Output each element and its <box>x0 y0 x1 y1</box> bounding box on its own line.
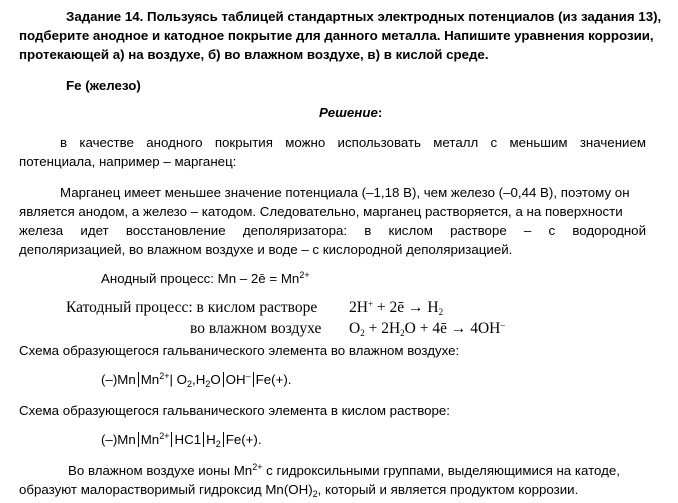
final-sub: 2 <box>312 489 318 499</box>
intro-line-2: потенциала, например – марганец: <box>19 154 237 169</box>
phase-boundary <box>203 432 204 447</box>
cathode-label: Катодный процесс: в кислом растворе <box>66 299 318 316</box>
anode-label: Анодный процесс: Mn – 2ē = Mn <box>101 271 300 286</box>
formula-part: OH <box>225 372 246 387</box>
formula-part: (–)Mn <box>101 372 136 387</box>
cathode-acid-equation <box>349 299 443 317</box>
eq-part: 2H <box>349 299 368 316</box>
eq-sub: 2 <box>438 307 444 317</box>
para-line-4: деполяризацией, во влажном воздухе и воде – с кислородной деполяризацией. <box>19 242 513 257</box>
cathode-humid-equation <box>349 320 505 338</box>
solution-heading <box>319 104 382 122</box>
phase-boundary <box>223 372 224 387</box>
phase-boundary <box>171 432 172 447</box>
formula-part: (–)Mn <box>101 432 136 447</box>
final-line-1 <box>68 462 620 480</box>
anode-charge: 2+ <box>299 270 310 280</box>
formula-sup: 2+ <box>159 371 170 381</box>
formula-part: Mn <box>140 432 160 447</box>
phase-boundary <box>138 372 139 387</box>
solution-label: Решение <box>319 105 378 120</box>
formula-part: H <box>206 432 216 447</box>
final-line-2 <box>19 481 578 499</box>
task-line-1: Задание 14. Пользуясь таблицей стандартных электродных потенциалов (из задания 13), <box>66 9 662 24</box>
eq-sub: 2 <box>400 328 405 338</box>
solution-colon: : <box>377 105 383 120</box>
scheme-acid-formula <box>101 431 262 449</box>
eq-part: + 2ē → H <box>373 299 439 316</box>
eq-sup: – <box>500 320 505 330</box>
eq-sup: + <box>367 299 374 309</box>
formula-part: Fe(+). <box>255 372 292 387</box>
scheme-acid-title: Схема образующегося гальванического элемента в кислом растворе: <box>19 403 450 418</box>
formula-part: ,H <box>192 372 206 387</box>
para-line-2: является анодом, а железо – катодом. Следовательно, марганец растворяется, а на поверхности <box>19 204 623 219</box>
final-part: образуют малорастворимый гидроксид Mn(OH) <box>19 482 313 497</box>
intro-line-1: в качестве анодного покрытия можно использовать металл с меньшим значением <box>60 135 646 150</box>
formula-sub: 2 <box>215 439 221 449</box>
cathode-humid-label: во влажном воздухе <box>190 320 322 337</box>
final-sup: 2+ <box>252 462 263 472</box>
formula-sup: 2+ <box>159 431 170 441</box>
formula-part: Fe(+). <box>225 432 262 447</box>
eq-part: O <box>349 320 361 337</box>
eq-part: O + 4ē → 4OH <box>404 320 501 337</box>
formula-sup: – <box>245 371 251 381</box>
para-line-1: Марганец имеет меньшее значение потенциала (–1,18 В), чем железо (–0,44 В), поэтому он <box>60 185 630 200</box>
eq-sub: 2 <box>360 328 365 338</box>
formula-sub: 2 <box>186 379 192 389</box>
formula-part: O <box>210 372 221 387</box>
task-line-3: протекающей а) на воздухе, б) во влажном воздухе, в) в кислой среде. <box>19 47 489 62</box>
formula-part: HC1 <box>174 432 202 447</box>
phase-boundary <box>138 432 139 447</box>
metal-name: Fe (железо) <box>66 78 141 93</box>
formula-part: Mn <box>140 372 160 387</box>
formula-sub: 2 <box>205 379 211 389</box>
final-part: Во влажном воздухе ионы Mn <box>68 463 253 478</box>
anode-process <box>101 270 310 288</box>
final-part: с гидроксильными группами, выделяющимися на катоде, <box>262 463 621 478</box>
phase-boundary <box>253 372 254 387</box>
formula-part: | O <box>169 372 187 387</box>
scheme-humid-title: Схема образующегося гальванического элемента во влажном воздухе: <box>19 343 460 358</box>
final-part: , который и является продуктом коррозии. <box>317 482 579 497</box>
phase-boundary <box>223 432 224 447</box>
scheme-humid-formula <box>101 371 291 389</box>
task-line-2: подберите анодное и катодное покрытие для данного металла. Напишите уравнения коррозии, <box>19 28 654 43</box>
para-line-3: железа идет восстановление деполяризатора: в кислом растворе – с водородной <box>19 223 646 238</box>
eq-part: + 2H <box>364 320 401 337</box>
